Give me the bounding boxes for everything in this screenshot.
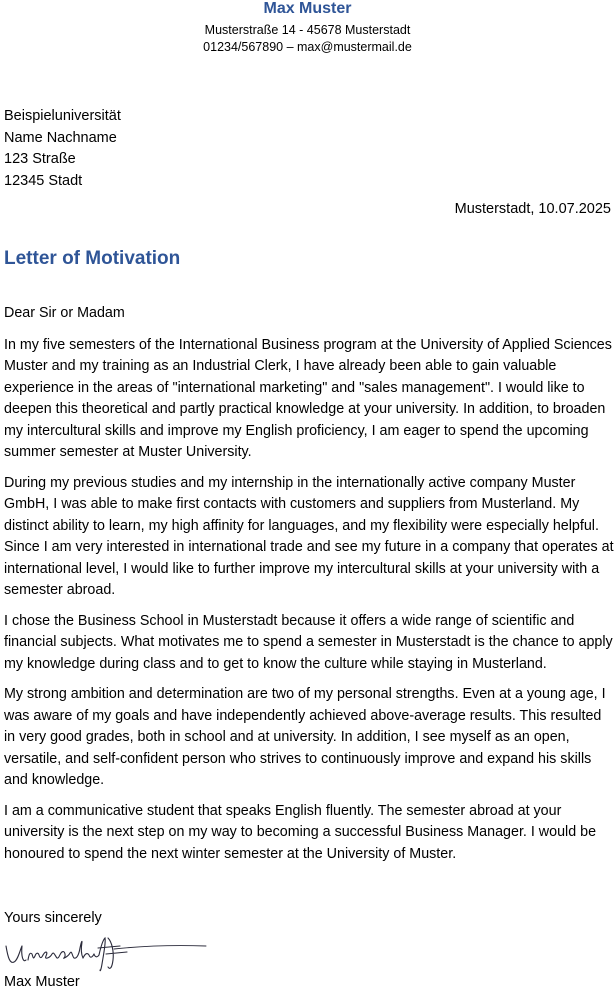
recipient-address (4, 106, 121, 192)
salutation: Dear Sir or Madam (4, 305, 125, 321)
body-paragraph: My strong ambition and determination are two of my personal strengths. Even at a young age, I was aware of my goals and have independently achieved above-average results. This resulted in very good grades, both in school and at university. In addition, I see myself as an open, versatile, and self-confident person who strives to continuously improve and expand his skills and knowledge. (4, 686, 606, 788)
letter-body (4, 303, 614, 874)
closing: Yours sincerely (4, 910, 102, 926)
body-paragraph: During my previous studies and my internship in the internationally active company Muster GmbH, I was able to make first contacts with customers and suppliers from Musterland. My distinct ability to learn, my high affinity for languages, and my flexibility were especially helpful. Since I am very interested in international trade and see my future in a company that operates at international level, I would like to further improve my intercultural skills at your university with a semester abroad. (4, 474, 614, 598)
sender-contact: 01234/567890 – max@mustermail.de (203, 40, 412, 54)
recipient-line: 123 Straße (4, 151, 76, 167)
recipient-line: Name Nachname (4, 129, 117, 146)
sender-address: Musterstraße 14 - 45678 Musterstadt (204, 23, 411, 37)
signer-name: Max Muster (4, 974, 80, 990)
signature-image (2, 934, 208, 974)
letter-subject: Letter of Motivation (4, 248, 181, 269)
body-paragraph: I chose the Business School in Musterstadt because it offers a wide range of scientific and financial subjects. What motivates me to spend a semester in Musterstadt is the chance to apply my knowledge during class and to get to know the culture while staying in Musterland. (4, 612, 613, 672)
letterhead (0, 0, 615, 56)
recipient-line: Beispieluniversität (4, 108, 121, 124)
recipient-line: 12345 Stadt (4, 172, 83, 189)
sender-name: Max Muster (263, 0, 352, 17)
body-paragraph: In my five semesters of the International Business program at the University of Applied Sciences Muster and my training as an Industrial Clerk, I have already been able to gain valuable experience in the areas of "international marketing" and "sales management". I would like to deepen this theoretical and partly practical knowledge at your university. In addition, to broaden my intercultural skills and improve my English proficiency, I am eager to spend the upcoming summer semester at Muster University. (4, 336, 612, 460)
place-date: Musterstadt, 10.07.2025 (454, 201, 611, 217)
body-paragraph: I am a communicative student that speaks English fluently. The semester abroad at your university is the next step on my way to becoming a successful Business Manager. I would be honoured to spend the next winter semester at the University of Muster. (4, 802, 597, 862)
